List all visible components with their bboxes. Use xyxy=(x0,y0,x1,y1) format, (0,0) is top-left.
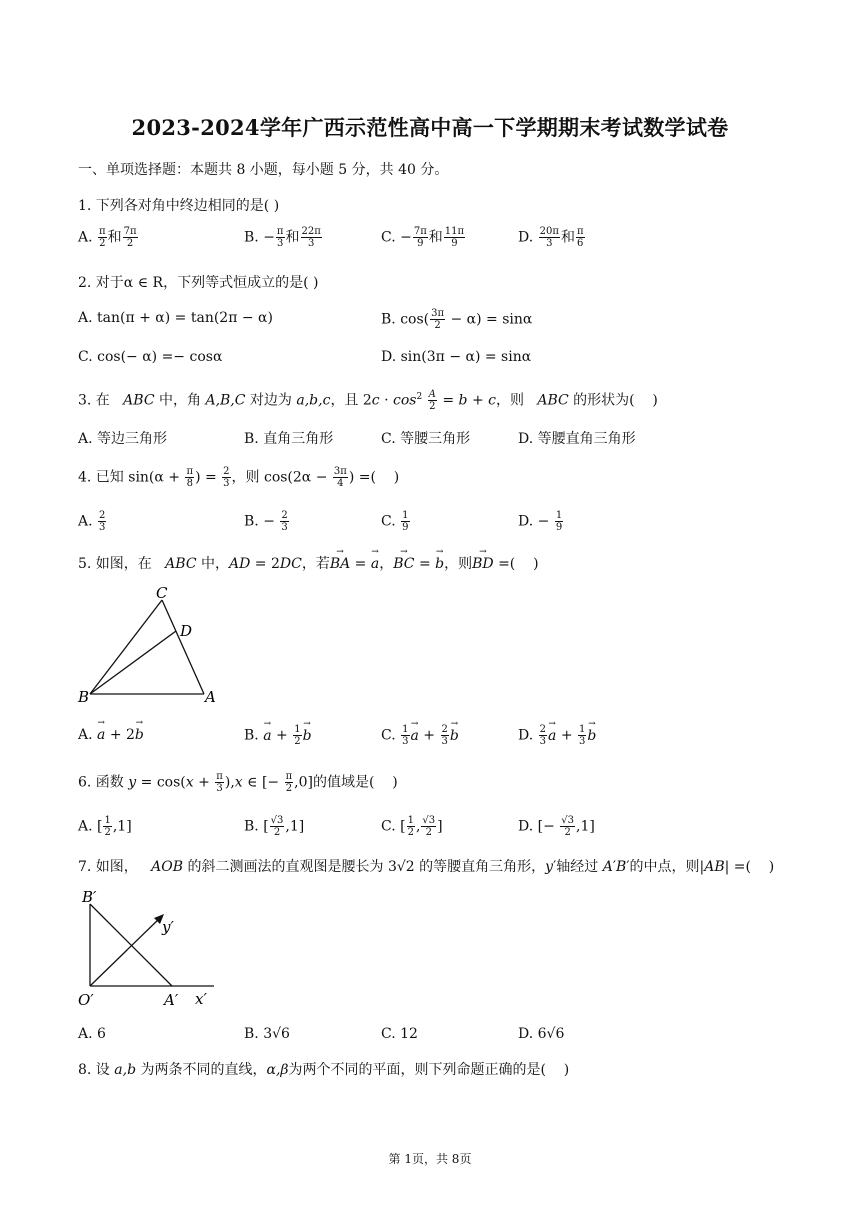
q1-option-a: A. $\frac{\pi}{2}$ 和 $\frac{7\pi}{2}$ xyxy=(78,226,137,249)
q6-stem: 6. 函数 y = cos(x + $\frac{\pi}{3}$ ),x ∈ [− $\frac{\pi}{2}$ ,0]的值域是( ) xyxy=(78,771,398,794)
q7-option-a: A. 6 xyxy=(78,1026,106,1042)
label-c: C xyxy=(156,584,168,602)
q2-option-a: A. tan(π + α) = tan(2π − α) xyxy=(78,310,273,326)
q4-option-a: A. $\frac{2}{3}$ xyxy=(78,510,106,533)
label-o-prime: O′ xyxy=(78,991,94,1009)
q4-option-d: D. − $\frac{1}{9}$ xyxy=(518,510,563,533)
label-x-prime: x′ xyxy=(195,990,207,1008)
oblique-projection-figure xyxy=(74,886,224,1016)
q1-option-c: C. − $\frac{7\pi}{9}$ 和 $\frac{11\pi}{9}$ xyxy=(381,226,465,249)
q3-option-a: A. 等边三角形 xyxy=(78,431,168,447)
q4-option-c: C. $\frac{1}{9}$ xyxy=(381,510,409,533)
label-a-prime: A′ xyxy=(164,991,179,1009)
triangle-abc-figure xyxy=(74,582,224,708)
q3-option-b: B. 直角三角形 xyxy=(244,431,334,447)
q6-option-b: B. [ $\frac{√3}{2}$ ,1] xyxy=(244,815,305,838)
q5-option-c: C. $\frac{1}{3}$ → a + $\frac{2}{3}$ → b xyxy=(381,724,459,747)
page-footer: 第 1页，共 8页 xyxy=(388,1152,472,1166)
section-heading: 一、单项选择题：本题共 8 小题，每小题 5 分，共 40 分。 xyxy=(78,162,449,178)
y-axis xyxy=(90,916,162,986)
q2-stem: 2. 对于α ∈ R，下列等式恒成立的是( ) xyxy=(78,275,319,291)
q1-stem: 1. 下列各对角中终边相同的是( ) xyxy=(78,198,280,214)
q6-option-a: A. [ $\frac{1}{2}$ ,1] xyxy=(78,815,132,838)
q8-stem: 8. 设 a,b 为两条不同的直线，α,β为两个不同的平面，则下列命题正确的是( ) xyxy=(78,1062,570,1078)
q3-stem: 3. 在 ABC 中，角 A,B,C 对边为 a,b,c，且 $2c \cdot \cos^2$ $\frac{A}{2}$ = b + c，则 ABC 的形状为( ) xyxy=(78,389,658,412)
q5-option-a: A. → a + 2→ b xyxy=(78,727,144,743)
label-a: A xyxy=(205,688,216,706)
label-y-prime: y′ xyxy=(162,918,174,936)
side-bc xyxy=(90,600,162,694)
q2-option-c: C. cos(− α) =− cosα xyxy=(78,349,223,365)
q6-option-d: D. [− $\frac{√3}{2}$ ,1] xyxy=(518,815,595,838)
q7-option-b: B. 3√6 xyxy=(244,1026,290,1042)
q7-option-d: D. 6√6 xyxy=(518,1026,565,1042)
q7-stem: 7. 如图， AOB 的斜二测画法的直观图是腰长为 3√2 的等腰直角三角形，y′轴经过 A′B′的中点，则|AB| =( ) xyxy=(78,859,775,875)
segment-bd xyxy=(90,631,176,694)
q5-option-b: B. → a + $\frac{1}{2}$ → b xyxy=(244,724,312,747)
q1-option-d: D. $\frac{20\pi}{3}$ 和 $\frac{\pi}{6}$ xyxy=(518,226,584,249)
q4-stem: 4. 已知 sin(α + $\frac{\pi}{8}$ ) = $\frac{2}{3}$ ，则 cos(2α − $\frac{3\pi}{4}$ ) =( ) xyxy=(78,466,400,489)
side-ca xyxy=(162,600,204,694)
q5-stem: 5. 如图，在 ABC 中，AD = 2DC，若→ BA = → a，→ BC = → b，则→ BD =( ) xyxy=(78,553,539,573)
label-d: D xyxy=(180,622,193,640)
q2-option-b: B. cos( $\frac{3\pi}{2}$ − α) = sinα xyxy=(381,308,533,331)
q3-option-d: D. 等腰直角三角形 xyxy=(518,431,636,447)
q4-option-b: B. − $\frac{2}{3}$ xyxy=(244,510,288,533)
q1-option-b: B. − $\frac{\pi}{3}$ 和 $\frac{22\pi}{3}$ xyxy=(244,226,321,249)
label-b-prime: B′ xyxy=(82,888,97,906)
q3-option-c: C. 等腰三角形 xyxy=(381,431,471,447)
page-title: 2023-2024学年广西示范性高中高一下学期期末考试数学试卷 xyxy=(131,115,729,140)
q7-option-c: C. 12 xyxy=(381,1026,418,1042)
label-b: B xyxy=(78,688,90,706)
q5-option-d: D. $\frac{2}{3}$ → a + $\frac{1}{3}$ → b xyxy=(518,724,596,747)
q6-option-c: C. [ $\frac{1}{2}$ , $\frac{√3}{2}$ ] xyxy=(381,815,443,838)
q2-option-d: D. sin(3π − α) = sinα xyxy=(381,349,532,365)
